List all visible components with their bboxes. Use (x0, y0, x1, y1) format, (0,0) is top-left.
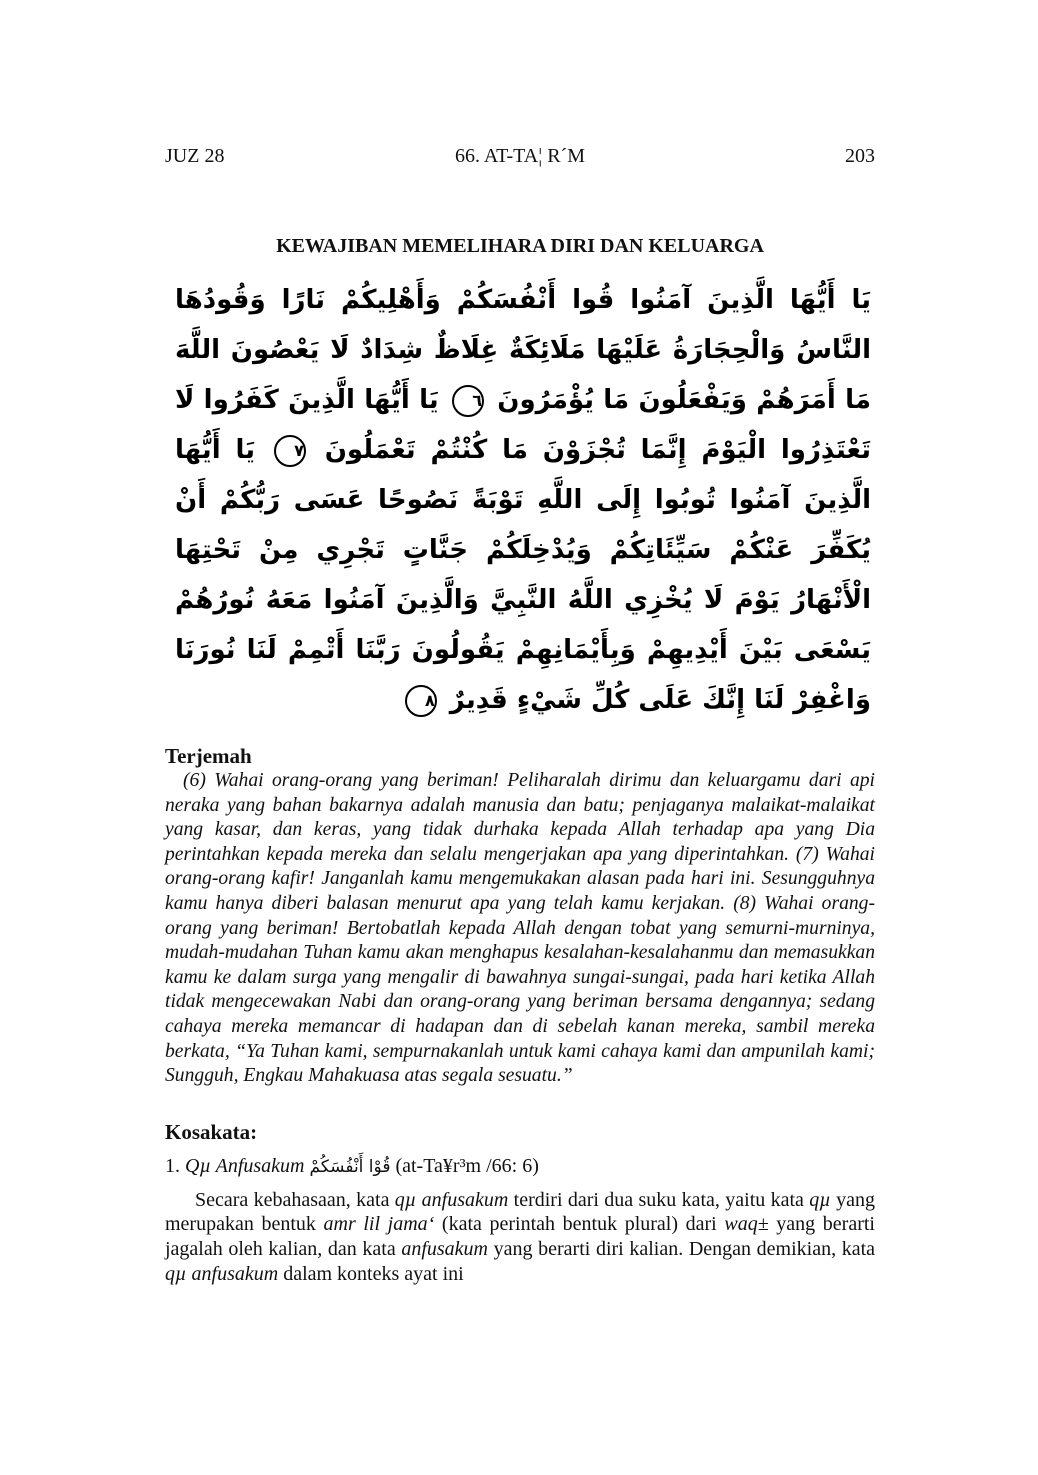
ayah-7: يَا أَيُّهَا الَّذِينَ كَفَرُوا لَا تَعْتَذِرُوا الْيَوْمَ إِنَّمَا تُجْزَوْنَ مَا كُنْتُمْ تَعْمَلُونَ (175, 385, 871, 465)
ayah-number-6: ٦ (452, 385, 484, 417)
term: qµ (809, 1188, 831, 1211)
ayah-8: يَا أَيُّهَا الَّذِينَ آمَنُوا تُوبُوا إِلَى اللَّهِ تَوْبَةً نَصُوحًا عَسَى رَبُّكُمْ أَنْ يُكَفِّرَ عَنْكُمْ سَيِّئَاتِكُمْ وَيُدْخِلَكُمْ جَنَّاتٍ تَجْرِي مِنْ تَحْتِهَا الْأَنْهَارُ يَوْمَ لَا يُخْزِي اللَّهُ النَّبِيَّ وَالَّذِينَ آمَنُوا مَعَهُ نُورُهُمْ يَسْعَى بَيْنَ أَيْدِيهِمْ وَبِأَيْمَانِهِمْ يَقُولُونَ رَبَّنَا أَتْمِمْ لَنَا نُورَنَا وَاغْفِرْ لَنَا إِنَّكَ عَلَى كُلِّ شَيْءٍ قَدِيرٌ (175, 435, 871, 715)
ayah-number-7: ٧ (274, 435, 306, 467)
term: qµ anfusakum (165, 1262, 279, 1285)
running-header (165, 145, 875, 173)
text: Secara kebahasaan, kata (195, 1188, 395, 1211)
vocab-explanation (165, 1188, 875, 1286)
entry-number: 1. (165, 1154, 180, 1177)
ayah-number-8: ٨ (405, 685, 437, 717)
section-title: KEWAJIBAN MEMELIHARA DIRI DAN KELUARGA (276, 235, 764, 257)
entry-reference: (at-Ta¥r³m /66: 6) (395, 1154, 539, 1177)
arabic-verses (165, 275, 875, 725)
text: yang berarti diri kalian. Dengan demikian, kata (488, 1237, 875, 1260)
juz-label: JUZ 28 (165, 145, 225, 167)
text: dalam konteks ayat ini (278, 1262, 464, 1285)
vocab-entry (165, 1151, 875, 1182)
text: (kata perintah bentuk plural) dari (434, 1213, 725, 1236)
entry-arabic: قُوْا أَنْفُسَكُمْ (309, 1156, 391, 1177)
terjemah-heading: Terjemah (165, 744, 252, 768)
term: amr lil jama‘ (323, 1213, 435, 1236)
kosakata-heading: Kosakata: (165, 1119, 258, 1144)
text: terdiri dari dua suku kata, yaitu kata (508, 1188, 810, 1211)
page-number: 203 (845, 145, 875, 167)
text: yang berarti jagalah oleh kalian, dan kata (165, 1213, 875, 1260)
translation-text: (6) Wahai orang-orang yang beriman! Peliharalah dirimu dan keluargamu dari api neraka yang bahan bakarnya adalah manusia dan batu; penjaganya malaikat-malaikat yang kasar, dan keras, yang tidak durhaka kepada Allah terhadap apa yang Dia perintahkan kepada mereka dan selalu mengerjakan apa yang diperintahkan. (7) Wahai orang-orang kafir! Janganlah kamu mengemukakan alasan pada hari ini. Sesungguhnya kamu hanya diberi balasan menurut apa yang telah kamu kerjakan. (8) Wahai orang-orang yang beriman! Bertobatlah kepada Allah dengan tobat yang semurni-murninya, mudah-mudahan Tuhan kamu akan menghapus kesalahan-kesalahanmu dan memasukkan kamu ke dalam surga yang mengalir di bawahnya sungai-sungai, pada hari ketika Allah tidak mengecewakan Nabi dan orang-orang yang beriman bersama dengannya; sedang cahaya mereka memancar di hadapan dan di sebelah kanan mereka, sambil mereka berkata, “Ya Tuhan kami, sempurnakanlah untuk kami cahaya kami dan ampunilah kami; Sungguh, Engkau Mahakuasa atas segala sesuatu.” (165, 770, 875, 1087)
surah-label: 66. AT-TA¦ R´M (454, 145, 585, 167)
term: anfusakum (401, 1237, 489, 1260)
ayah-6: يَا أَيُّهَا الَّذِينَ آمَنُوا قُوا أَنْفُسَكُمْ وَأَهْلِيكُمْ نَارًا وَقُودُهَا النَّاسُ وَالْحِجَارَةُ عَلَيْهَا مَلَائِكَةٌ غِلَاظٌ شِدَادٌ لَا يَعْصُونَ اللَّهَ مَا أَمَرَهُمْ وَيَفْعَلُونَ مَا يُؤْمَرُونَ (175, 285, 871, 415)
term: qµ anfusakum (394, 1188, 509, 1211)
text: yang merupakan bentuk (165, 1188, 875, 1236)
term: waq± (724, 1213, 769, 1236)
entry-term: Qµ Anfusakum (185, 1154, 305, 1177)
page-content (165, 145, 875, 1286)
